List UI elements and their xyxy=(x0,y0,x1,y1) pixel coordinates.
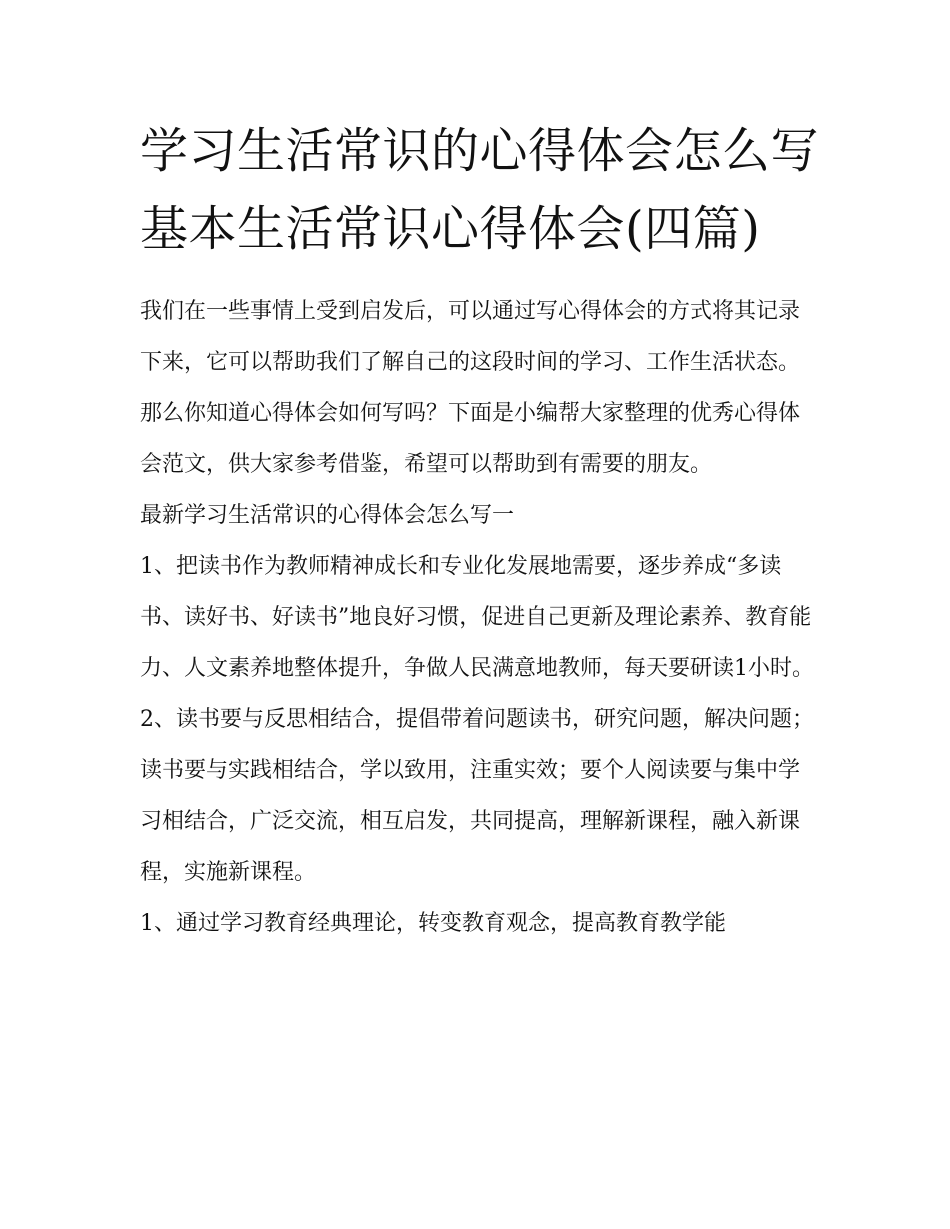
document-title: 学习生活常识的心得体会怎么写 基本生活常识心得体会(四篇) xyxy=(140,123,820,257)
section-heading: 最新学习生活常识的心得体会怎么写一 xyxy=(140,503,515,528)
document-body xyxy=(140,286,820,949)
list-item: 2、读书要与反思相结合，提倡带着问题读书，研究问题，解决问题；读书要与实践相结合，学以致用，注重实效；要个人阅读要与集中学习相结合，广泛交流，相互启发，共同提高，理解新课程，融入新课程，实施新课程。 xyxy=(140,707,814,885)
intro-paragraph: 我们在一些事情上受到启发后，可以通过写心得体会的方式将其记录下来，它可以帮助我们了解自己的这段时间的学习、工作生活状态。那么你知道心得体会如何写吗？下面是小编帮大家整理的优秀心得体会范文，供大家参考借鉴，希望可以帮助到有需要的朋友。 xyxy=(140,299,801,477)
list-item: 1、把读书作为教师精神成长和专业化发展地需要，逐步养成“多读书、读好书、好读书”地良好习惯，促进自己更新及理论素养、教育能力、人文素养地整体提升，争做人民满意地教师，每天要研读1小时。 xyxy=(140,554,814,681)
list-item: 1、通过学习教育经典理论，转变教育观念，提高教育教学能 xyxy=(140,911,726,936)
document-content xyxy=(140,112,820,949)
